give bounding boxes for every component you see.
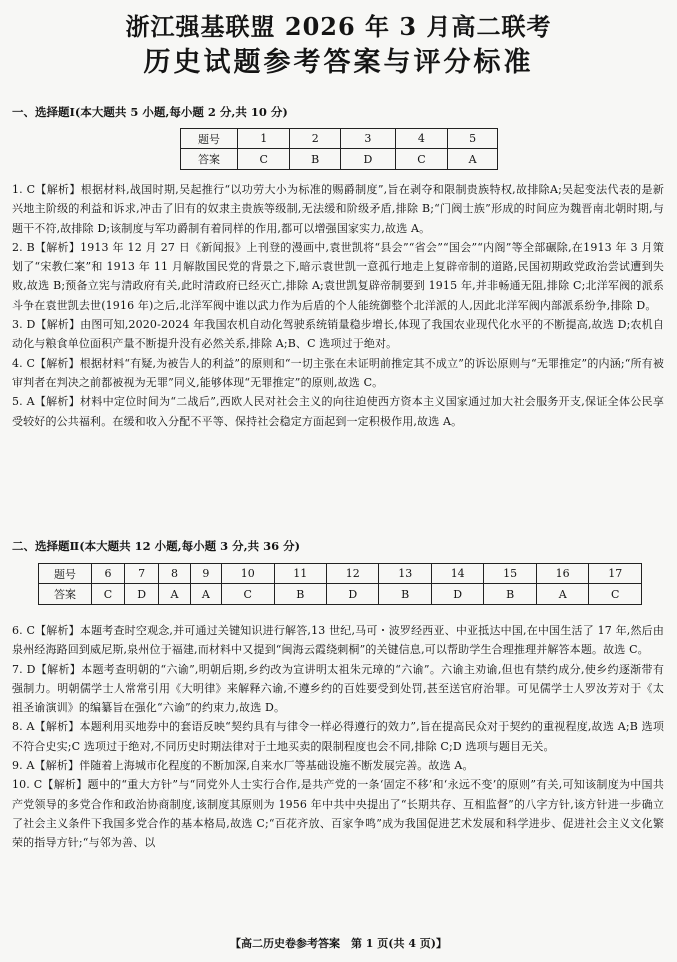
table-cell: A [448, 149, 498, 170]
explanation-q5: 5. A【解析】材料中定位时间为“二战后”,西欧人民对社会主义的向往迫使西方资本主义国家通过加大社会服务开支,保证全体公民享受较好的公共福利。在缓和收入分配不平等、保持社会稳定方面起到一定积极作用,故选 A。 [12, 395, 664, 428]
table-cell: B [379, 584, 431, 605]
table-cell: C [222, 584, 274, 605]
table-cell: 16 [536, 564, 588, 584]
section-2-heading: 二、选择题Ⅱ(本大题共 12 小题,每小题 3 分,共 36 分) [12, 539, 301, 553]
table-cell: A [190, 584, 221, 605]
explanation-q4: 4. C【解析】根据材料“有疑,为被告人的利益”的原则和“一切主张在未证明前推定其不成立”的诉讼原则与“无罪推定”的内涵;“所有被审判者在判决之前都被视为无罪”同义,能够体现“无罪推定”的原则,故选 C。 [12, 356, 664, 389]
table-cell: 3 [341, 129, 396, 149]
table-cell: D [124, 584, 158, 605]
table-cell: C [589, 584, 642, 605]
table-cell: 8 [159, 564, 190, 584]
explanation-q6: 6. C【解析】本题考查时空观念,并可通过关键知识进行解答,13 世纪,马可・波罗经西亚、中亚抵达中国,在中国生活了 17 年,然后由泉州经海路回到威尼斯,泉州位于福建,而材料中又提到“闽海云霞绕刺桐”的关键信息,可以帮助学生合理推理并解答本题。故选 C。 [12, 624, 664, 657]
question-number-row [181, 129, 498, 149]
table-cell: D [326, 584, 378, 605]
table-cell: C [92, 584, 125, 605]
table-cell: C [395, 149, 447, 170]
table-cell: C [238, 149, 290, 170]
table-cell: D [431, 584, 483, 605]
table-cell: 5 [448, 129, 498, 149]
exam-title: 浙江强基联盟 2026 年 3 月高二联考 [125, 12, 552, 41]
explanation-q8: 8. A【解析】本题利用买地券中的套语反映“契约具有与律令一样必得遵行的效力”,旨在提高民众对于契约的重视程度,故选 A;B 选项不符合史实;C 选项过于绝对,不同历史时期法律对于土地买卖的限制程度也会不同,排除 C;D 选项与题目无关。 [12, 720, 664, 753]
row-label: 题号 [39, 564, 92, 584]
table-cell: 15 [484, 564, 536, 584]
table-cell: 6 [92, 564, 125, 584]
table-cell: 10 [222, 564, 274, 584]
table-cell: 12 [326, 564, 378, 584]
table-cell: 4 [395, 129, 447, 149]
table-cell: B [290, 149, 341, 170]
section-2-answer-table [38, 563, 642, 605]
table-cell: 9 [190, 564, 221, 584]
table-cell: 1 [238, 129, 290, 149]
table-cell: B [274, 584, 326, 605]
table-cell: 13 [379, 564, 431, 584]
page-footer: 【高二历史卷参考答案 第 1 页(共 4 页)】 [229, 937, 448, 950]
section-1-answer-table [180, 128, 498, 170]
table-cell: B [484, 584, 536, 605]
row-label: 答案 [39, 584, 92, 605]
row-label: 答案 [181, 149, 238, 170]
answer-row [39, 584, 642, 605]
explanation-q10: 10. C【解析】题中的“重大方针”与“同党外人士实行合作,是共产党的一条‘固定不移’和‘永远不变’的原则”有关,可知该制度为中国共产党领导的多党合作和政治协商制度,该制度其原则为 1956 年中共中央提出了“长期共存、互相监督”的八字方针,该方针进一步确立了社会主义条件下我国多党合作的基本格局,故选 C;“百花齐放、百家争鸣”成为我国促进艺术发展和科学进步、促进社会主义文化繁荣的指导方针;“与邻为善、以 [12, 778, 664, 850]
table-cell: 7 [124, 564, 158, 584]
answer-row [181, 149, 498, 170]
answer-explanations-2 [12, 621, 664, 853]
section-1-heading: 一、选择题Ⅰ(本大题共 5 小题,每小题 2 分,共 10 分) [12, 105, 288, 119]
table-cell: 2 [290, 129, 341, 149]
explanation-q7: 7. D【解析】本题考查明朝的“六谕”,明朝后期,乡约改为宣讲明太祖朱元璋的“六谕”。六谕主劝谕,但也有禁约成分,使乡约逐渐带有强制力。明朝儒学士人常常引用《大明律》来解释六谕,不遵乡约的百姓要受到处罚,甚至送官府治罪。可见儒学士人罗汝芳对于《太祖圣谕演训》的编纂旨在强化“六谕”的约束力,故选 D。 [12, 662, 664, 715]
table-cell: A [536, 584, 588, 605]
question-number-row [39, 564, 642, 584]
explanation-q9: 9. A【解析】伴随着上海城市化程度的不断加深,自来水厂等基础设施不断发展完善。故选 A。 [12, 759, 474, 773]
row-label: 题号 [181, 129, 238, 149]
explanation-q2: 2. B【解析】1913 年 12 月 27 日《新闻报》上刊登的漫画中,袁世凯将“县会”“省会”“国会”“内阁”等全部碾除,在1913 年 3 月策划了“宋教仁案”和 1913 年 11 月解散国民党的背景之下,暗示袁世凯一意孤行地走上复辟帝制的道路,民国初期政党政治尝试遭到失败,故选 B;预备立宪与清政府有关,此时清政府已经灭亡,排除 A;袁世凯复辟帝制要到 1915 年,并非畅通无阻,排除 C;北洋军阀的派系斗争在袁世凯去世(1916 年)之后,北洋军阀中谁以武力作为后盾的个人能统御整个北洋派的人,因此北洋军阀内部派系纷争,排除 D。 [12, 240, 664, 312]
table-cell: 11 [274, 564, 326, 584]
table-cell: 14 [431, 564, 483, 584]
table-cell: 17 [589, 564, 642, 584]
explanation-q3: 3. D【解析】由图可知,2020-2024 年我国农机自动化驾驶系统销量稳步增长,体现了我国农业现代化水平的不断提高,故选 D;农机自动化与粮食单位面积产量不断提升没有必然关系,排除 A;B、C 选项过于绝对。 [12, 318, 664, 351]
answer-explanations-1 [12, 180, 664, 431]
table-cell: D [341, 149, 396, 170]
table-cell: A [159, 584, 190, 605]
explanation-q1: 1. C【解析】根据材料,战国时期,吴起推行“以功劳大小为标准的赐爵制度”,旨在剥夺和限制贵族特权,故排除A;吴起变法代表的是新兴地主阶级的利益和诉求,冲击了旧有的奴隶主贵族等级制,无法缓和阶级矛盾,排除 B;“门阀士族”形成的时间应为魏晋南北朝时期,与题干不符,故排除 D;该制度与军功爵制有着同样的作用,都可以增强国家实力,故选 A。 [12, 183, 664, 235]
document-title: 历史试题参考答案与评分标准 [143, 47, 534, 78]
